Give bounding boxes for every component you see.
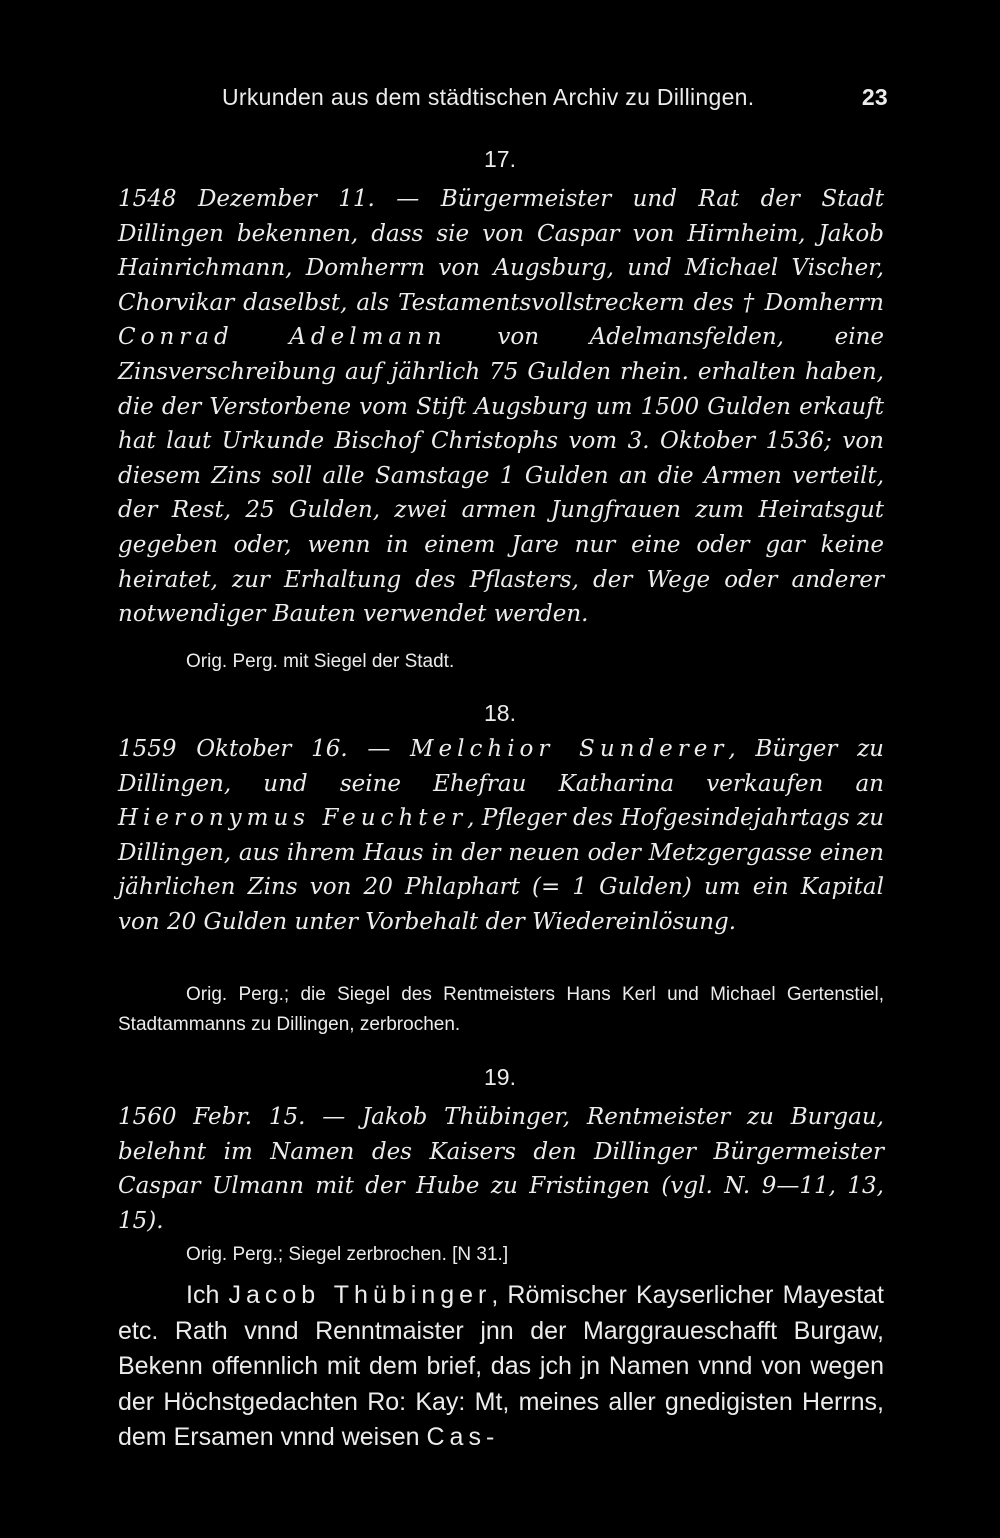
regest-18 (118, 732, 884, 940)
regest-date: 1560 Febr. 15. (118, 1104, 306, 1130)
person-name: Jacob Thübinger (228, 1281, 492, 1309)
regest-date: 1548 Dezember 11. (118, 186, 375, 212)
archival-note-19: Orig. Perg.; Siegel zerbrochen. [N 31.] (186, 1244, 509, 1265)
transcript-text: Ich (186, 1281, 229, 1309)
person-name: Melchior Sunderer (409, 736, 729, 762)
regest-text: , Bürger zu Dillingen, und seine Ehefrau Katharina verkaufen an (118, 736, 884, 797)
running-title: Urkunden aus dem städtischen Archiv zu Dillingen. (222, 84, 755, 110)
document-number-18: 18. (484, 700, 516, 726)
dash: — (305, 1104, 362, 1130)
person-name: Conrad Adelmann (118, 324, 447, 351)
transcript-tail: Cas- (426, 1423, 500, 1451)
archival-note-17: Orig. Perg. mit Siegel der Stadt. (186, 651, 455, 672)
document-number-17: 17. (484, 146, 516, 172)
transcript-19 (118, 1278, 884, 1456)
page-number: 23 (861, 84, 888, 110)
person-name: Hieronymus Feuchter (118, 805, 468, 832)
regest-17 (118, 182, 884, 632)
document-number-19: 19. (484, 1064, 516, 1090)
regest-text: Jakob Thübinger, Rentmeister zu Burgau, belehnt im Namen des Kaisers den Dillinger Bürgermeister Caspar Ulmann mit der Hube zu Fristingen (vgl. N. 9—11, 13, 15). (118, 1104, 884, 1234)
running-header (118, 84, 888, 120)
transcript-text: , Römischer Kayserlicher Mayestat etc. Rath vnnd Renntmaister jnn der Marggraueschafft Burgaw, Bekenn offennlich mit dem brief, das jch jn Namen vnnd von wegen der Höchstgedachten Ro: Kay: Mt, meines aller gnedigisten Herrns, dem Ersamen vnnd weisen (118, 1281, 885, 1451)
regest-date: 1559 Oktober 16. (118, 736, 348, 762)
archival-note-18: Orig. Perg.; die Siegel des Rentmeisters Hans Kerl und Michael Gertenstiel, Stadtammanns zu Dillingen, zerbrochen. (118, 984, 884, 1035)
dash: — (374, 186, 441, 212)
regest-text: von Adelmansfelden, eine Zinsverschreibung auf jährlich 75 Gulden rhein. erhalten haben, die der Verstorbene vom Stift Augsburg um 1500 Gulden erkauft hat laut Urkunde Bischof Christophs vom 3. Oktober 1536; von diesem Zins soll alle Samstage 1 Gulden an die Armen verteilt, der Rest, 25 Gulden, zwei armen Jungfrauen zum Heiratsgut gegeben oder, wenn in einem Jare nur eine oder gar keine heiratet, zur Erhaltung des Pflasters, der Wege oder anderer notwendiger Bauten verwendet werden. (118, 324, 884, 628)
regest-text: , Pfleger des Hofgesindejahrtags zu Dillingen, aus ihrem Haus in der neuen oder Metzgergasse einen jährlichen Zins von 20 Phlaphart (= 1 Gulden) um ein Kapital von 20 Gulden unter Vorbehalt der Wiedereinlösung. (118, 805, 885, 935)
regest-text: Bürgermeister und Rat der Stadt Dillingen bekennen, dass sie von Caspar von Hirnheim, Jakob Hainrichmann, Domherrn von Augsburg, und Michael Vischer, Chorvikar daselbst, als Testamentsvollstreckern des † Domherrn (118, 186, 885, 316)
dash: — (347, 736, 410, 762)
regest-19 (118, 1100, 884, 1238)
